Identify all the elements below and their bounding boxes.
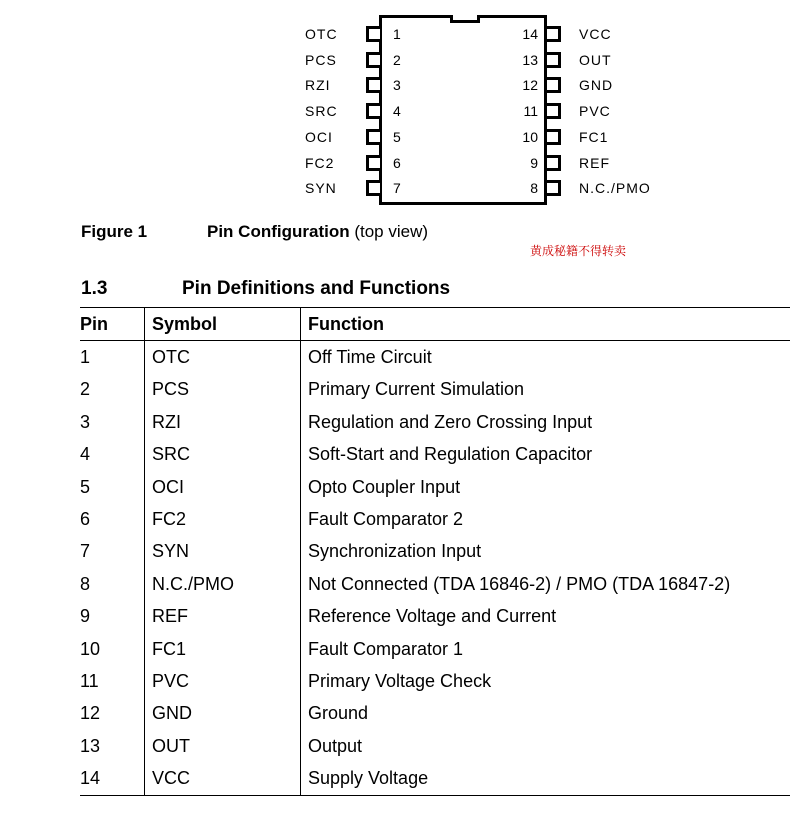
table-row [80, 665, 790, 697]
table-row [80, 503, 790, 535]
table-cell-symbol: FC1 [145, 633, 301, 665]
table-cell-function: Opto Coupler Input [301, 471, 790, 503]
table-cell-function: Fault Comparator 2 [301, 503, 790, 535]
table-cell-function: Supply Voltage [301, 762, 790, 795]
ic-pin-number: 12 [522, 77, 538, 94]
table-row [80, 536, 790, 568]
ic-pin-number: 8 [530, 180, 538, 197]
column-header-function: Function [301, 308, 790, 341]
table-cell-pin: 10 [80, 638, 101, 659]
ic-pin-pad [366, 26, 380, 42]
table-cell-symbol: SRC [145, 439, 301, 471]
table-row [80, 633, 790, 665]
section-title: Pin Definitions and Functions [182, 278, 451, 299]
table-cell-function: Not Connected (TDA 16846-2) / PMO (TDA 16847-2) [301, 568, 790, 600]
ic-pin-name: SYN [305, 180, 337, 197]
table-cell-symbol: OCI [145, 471, 301, 503]
column-header-pin: Pin [80, 308, 145, 341]
table-cell-symbol: GND [145, 698, 301, 730]
table-cell-function: Output [301, 730, 790, 762]
ic-pin-number: 6 [393, 154, 401, 171]
table-cell-pin: 12 [80, 703, 101, 724]
ic-pin-name: REF [579, 154, 610, 171]
table-cell-pin: 3 [80, 411, 91, 432]
column-header-symbol: Symbol [145, 308, 301, 341]
table-cell-symbol: OUT [145, 730, 301, 762]
table-cell-function: Regulation and Zero Crossing Input [301, 406, 790, 438]
table-cell-symbol: PCS [145, 374, 301, 406]
ic-pin-name: N.C./PMO [579, 180, 651, 197]
ic-pin-number: 7 [393, 180, 401, 197]
ic-pin-name: VCC [579, 26, 612, 42]
ic-pin-pad [547, 180, 561, 196]
ic-pin-number: 3 [393, 77, 401, 94]
ic-pin-name: PVC [579, 103, 611, 120]
table-row [80, 471, 790, 503]
ic-pin-number: 10 [522, 128, 538, 145]
ic-pin-pad [366, 77, 380, 93]
table-cell-symbol: RZI [145, 406, 301, 438]
table-cell-function: Off Time Circuit [301, 341, 790, 374]
figure-title [207, 222, 428, 242]
table-cell-pin: 8 [80, 573, 91, 594]
table-cell-pin: 11 [80, 670, 99, 691]
watermark-text: 黄成秘籍不得转卖 [530, 244, 627, 258]
ic-orientation-notch [450, 15, 480, 23]
ic-pin-name: GND [579, 77, 614, 94]
ic-pin-name: SRC [305, 103, 338, 120]
figure-label: Figure 1 [81, 222, 148, 241]
table-cell-function: Ground [301, 698, 790, 730]
ic-pin-number: 1 [393, 26, 401, 42]
table-row [80, 762, 790, 795]
table-cell-pin: 7 [80, 541, 91, 562]
section-number: 1.3 [81, 278, 108, 299]
ic-pin-name: PCS [305, 51, 337, 68]
ic-pin-pad [547, 103, 561, 119]
table-cell-symbol: SYN [145, 536, 301, 568]
figure-title-rest: (top view) [349, 222, 429, 241]
table-row [80, 341, 790, 374]
ic-pin-pad [366, 52, 380, 68]
table-cell-symbol: N.C./PMO [145, 568, 301, 600]
table-cell-pin: 4 [80, 444, 91, 465]
ic-pin-pad [366, 129, 380, 145]
table-cell-symbol: REF [145, 601, 301, 633]
table-cell-function: Soft-Start and Regulation Capacitor [301, 439, 790, 471]
table-cell-pin: 6 [80, 509, 91, 530]
table-cell-symbol: OTC [145, 341, 301, 374]
table-cell-function: Synchronization Input [301, 536, 790, 568]
pin-definitions-table [80, 307, 790, 796]
ic-pin-name: FC2 [305, 154, 335, 171]
ic-pin-pad [366, 155, 380, 171]
ic-pin-number: 9 [530, 154, 538, 171]
table-row [80, 374, 790, 406]
table-cell-function: Reference Voltage and Current [301, 601, 790, 633]
table-cell-symbol: FC2 [145, 503, 301, 535]
ic-pin-name: RZI [305, 77, 331, 94]
table-row [80, 568, 790, 600]
ic-pin-pad [547, 129, 561, 145]
ic-pin-pad [547, 52, 561, 68]
ic-pin-name: OTC [305, 26, 338, 42]
table-cell-function: Primary Voltage Check [301, 665, 790, 697]
ic-pin-name: OCI [305, 128, 333, 145]
ic-pin-number: 4 [393, 103, 401, 120]
figure-title-bold: Pin Configuration [207, 222, 350, 241]
table-cell-pin: 2 [80, 379, 91, 400]
table-row [80, 730, 790, 762]
ic-pin-pad [366, 103, 380, 119]
table-row [80, 439, 790, 471]
table-cell-symbol: VCC [145, 762, 301, 795]
ic-pin-number: 5 [393, 128, 401, 145]
ic-pin-name: FC1 [579, 128, 609, 145]
ic-pin-pad [547, 155, 561, 171]
table-cell-pin: 9 [80, 606, 91, 627]
ic-pin-number: 13 [522, 51, 538, 68]
table-row [80, 698, 790, 730]
ic-pin-number: 14 [522, 26, 538, 42]
ic-pin-number: 11 [523, 103, 538, 120]
ic-pin-pad [547, 26, 561, 42]
ic-pin-pad [547, 77, 561, 93]
table-cell-symbol: PVC [145, 665, 301, 697]
table-cell-pin: 1 [80, 347, 91, 368]
table-row [80, 601, 790, 633]
table-header-row [80, 308, 790, 341]
ic-pin-pad [366, 180, 380, 196]
ic-pin-number: 2 [393, 51, 401, 68]
table-cell-function: Primary Current Simulation [301, 374, 790, 406]
table-cell-pin: 5 [80, 476, 91, 497]
table-cell-function: Fault Comparator 1 [301, 633, 790, 665]
ic-pin-name: OUT [579, 51, 612, 68]
table-cell-pin: 14 [80, 762, 145, 795]
table-cell-pin: 13 [80, 735, 101, 756]
table-row [80, 406, 790, 438]
